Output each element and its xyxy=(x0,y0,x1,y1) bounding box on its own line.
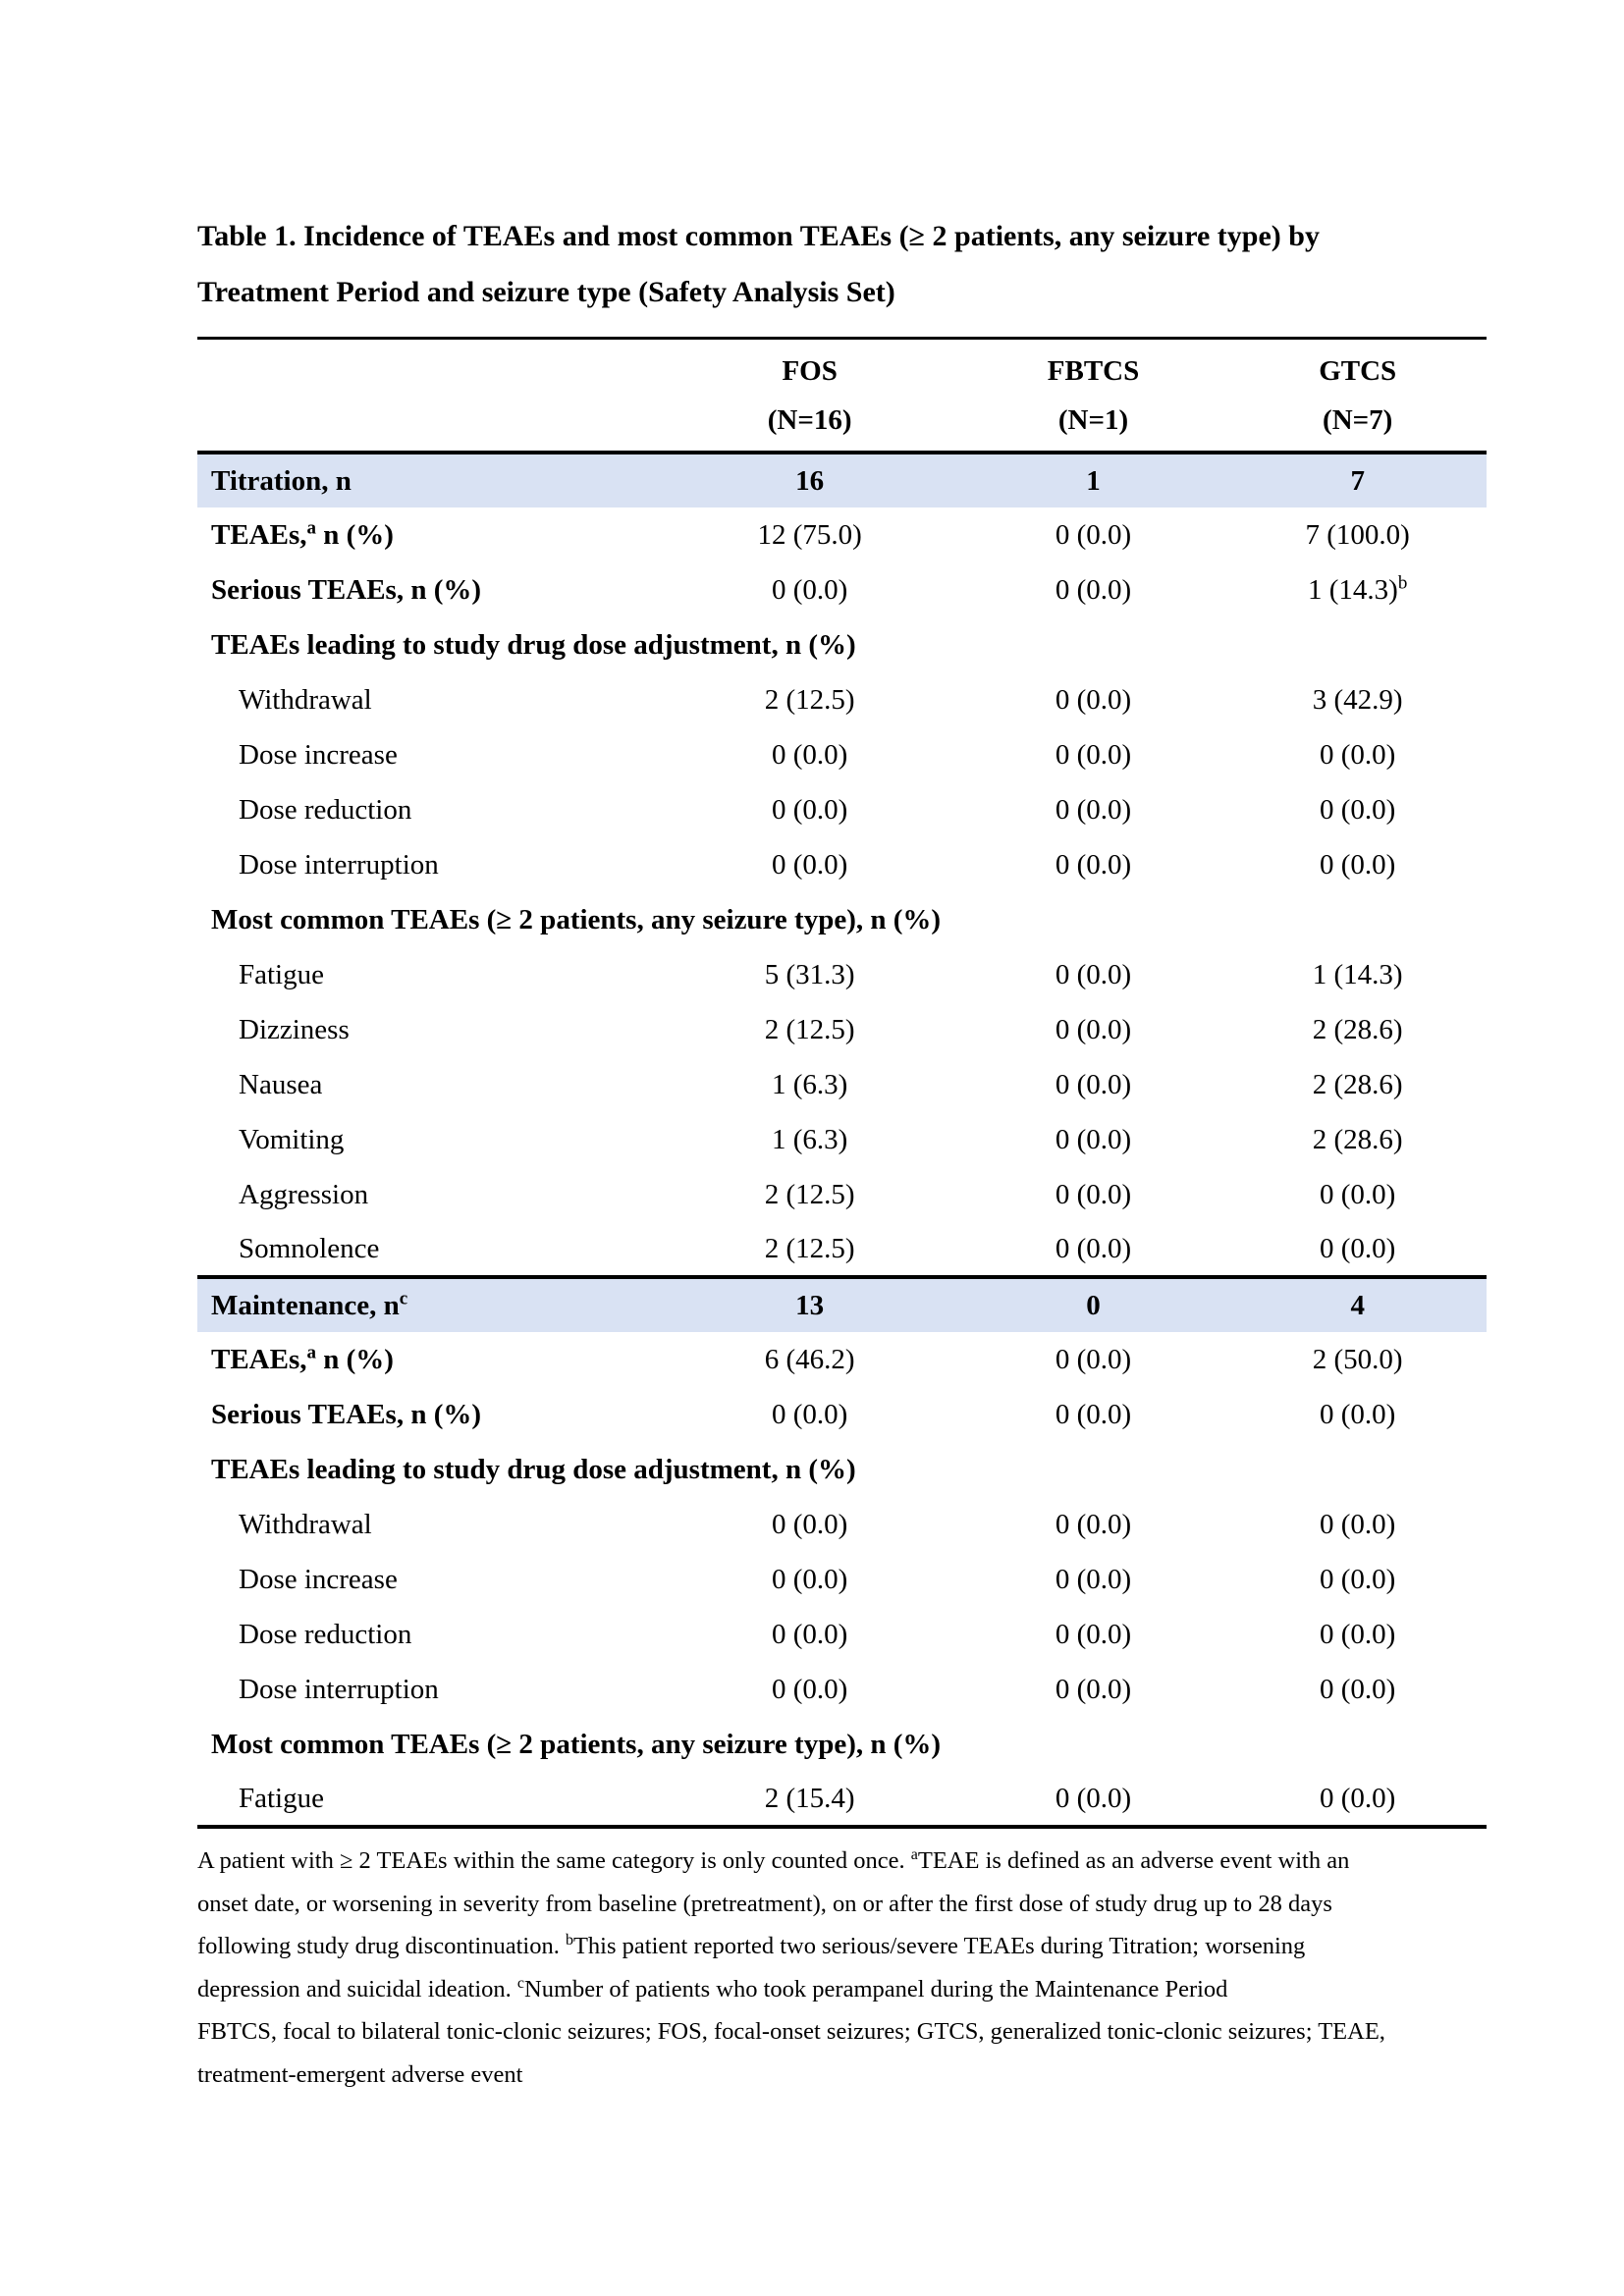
column-n-fos: (N=16) xyxy=(767,404,852,436)
row-label: Nausea xyxy=(239,1068,323,1100)
footnote-line xyxy=(197,2010,1487,2054)
row-label: Dose interruption xyxy=(239,848,439,881)
footnote-marker: a xyxy=(306,516,317,538)
cell-value: 0 (0.0) xyxy=(1055,1343,1132,1375)
cell-value: 0 (0.0) xyxy=(1055,1398,1132,1430)
footnote-marker: a xyxy=(306,1341,317,1362)
row-label: Fatigue xyxy=(239,1782,324,1814)
header-cell-fbtcs xyxy=(958,339,1229,454)
cell-value: 0 (0.0) xyxy=(1055,1782,1132,1814)
footnote-text: FBTCS, focal to bilateral tonic-clonic seizures; FOS, focal-onset seizures; GTCS, generalized tonic-clonic seizures; TEAE, xyxy=(197,2018,1385,2045)
cell-value: 1 (6.3) xyxy=(772,1123,848,1155)
column-n-gtcs: (N=7) xyxy=(1323,404,1393,436)
cell-value: 0 (0.0) xyxy=(1055,1563,1132,1595)
footnote-text: onset date, or worsening in severity from baseline (pretreatment), on or after the first dose of study drug up to 28 days xyxy=(197,1890,1332,1917)
cell-value: 0 (0.0) xyxy=(1320,793,1396,826)
footnote-marker: c xyxy=(516,1974,525,1992)
cell-value: 6 (46.2) xyxy=(764,1343,855,1375)
table-row xyxy=(197,782,1487,837)
table-row xyxy=(197,1332,1487,1387)
cell-value: 0 (0.0) xyxy=(1055,573,1132,606)
cell-value: 2 (28.6) xyxy=(1312,1068,1403,1100)
footnote-marker: b xyxy=(565,1931,573,1949)
footnote-marker: a xyxy=(910,1845,918,1863)
cell-value: 2 (12.5) xyxy=(764,1178,855,1210)
cell-value: 0 (0.0) xyxy=(1055,793,1132,826)
table-row xyxy=(197,1112,1487,1167)
table-body xyxy=(197,453,1487,1827)
table-row xyxy=(197,727,1487,782)
table-row xyxy=(197,672,1487,727)
cell-value: 0 (0.0) xyxy=(1320,848,1396,881)
cell-value: 2 (12.5) xyxy=(764,1232,855,1264)
cell-value: 2 (15.4) xyxy=(764,1782,855,1814)
column-label-fos: FOS xyxy=(782,355,838,387)
header-cell-fos xyxy=(662,339,958,454)
cell-value: 0 (0.0) xyxy=(1055,958,1132,990)
cell-value: 0 (0.0) xyxy=(1320,1563,1396,1595)
cell-value: 1 (14.3) xyxy=(1312,958,1403,990)
row-label: Somnolence xyxy=(239,1232,380,1264)
cell-value: 0 (0.0) xyxy=(1055,1618,1132,1650)
table-row xyxy=(197,1662,1487,1717)
teae-incidence-table xyxy=(197,337,1487,1829)
cell-value: 0 (0.0) xyxy=(772,738,848,771)
cell-value: 1 (6.3) xyxy=(772,1068,848,1100)
table-row xyxy=(197,1057,1487,1112)
cell-value: 0 (0.0) xyxy=(1320,1508,1396,1540)
row-label: TEAEs,$^a$ n (%) xyxy=(211,516,394,551)
cell-value: 2 (12.5) xyxy=(764,1013,855,1045)
footnote-text: A patient with ≥ 2 TEAEs within the same category is only counted once. xyxy=(197,1847,911,1874)
cell-value: 0 (0.0) xyxy=(772,1508,848,1540)
row-label: Dose interruption xyxy=(239,1673,439,1705)
cell-value: 0 (0.0) xyxy=(1055,1178,1132,1210)
cell-value: 0 (0.0) xyxy=(772,793,848,826)
footnote-line xyxy=(197,1968,1487,2011)
cell-value: 0 (0.0) xyxy=(1055,683,1132,716)
row-label: Serious TEAEs, n (%) xyxy=(211,1398,482,1430)
row-label: Serious TEAEs, n (%) xyxy=(211,573,482,606)
cell-value: 0 (0.0) xyxy=(1320,1673,1396,1705)
table-row xyxy=(197,1167,1487,1222)
row-label: Vomiting xyxy=(239,1123,345,1155)
table-row xyxy=(197,1552,1487,1607)
table-title xyxy=(197,208,1487,320)
table-row xyxy=(197,507,1487,562)
cell-value: 0 (0.0) xyxy=(1055,1123,1132,1155)
cell-value: 5 (31.3) xyxy=(764,958,855,990)
cell-value: 0 (0.0) xyxy=(1055,1232,1132,1264)
row-label: Dose reduction xyxy=(239,793,412,826)
section-header-row xyxy=(197,1717,1487,1772)
table-row xyxy=(197,1607,1487,1662)
cell-value: 1 $(14.3)^b$ xyxy=(1308,571,1408,606)
cell-value: 0 (0.0) xyxy=(1055,1508,1132,1540)
footnote-text: TEAE is defined as an adverse event with an xyxy=(917,1847,1350,1874)
cell-value: 0 (0.0) xyxy=(1055,738,1132,771)
cell-value: 13 xyxy=(795,1289,825,1321)
table-row xyxy=(197,837,1487,892)
cell-value: 0 (0.0) xyxy=(772,573,848,606)
row-label: TEAEs leading to study drug dose adjustment, n (%) xyxy=(211,628,856,661)
section-header-row xyxy=(197,892,1487,947)
column-n-fbtcs: (N=1) xyxy=(1057,404,1129,436)
cell-value: 0 (0.0) xyxy=(1055,1068,1132,1100)
header-row xyxy=(197,339,1487,454)
cell-value: 0 xyxy=(1086,1289,1101,1321)
table-row xyxy=(197,1222,1487,1277)
table-row xyxy=(197,1387,1487,1442)
table-row xyxy=(197,947,1487,1002)
row-label: Maintenance, $n^c$ xyxy=(211,1287,408,1321)
footnotes xyxy=(197,1840,1487,2096)
footnote-text: depression and suicidal ideation. xyxy=(197,1975,517,2002)
cell-value: 0 (0.0) xyxy=(772,1673,848,1705)
table-row xyxy=(197,1002,1487,1057)
cell-value: 2 (50.0) xyxy=(1312,1343,1403,1375)
cell-value: 0 (0.0) xyxy=(1320,1398,1396,1430)
column-label-gtcs: GTCS xyxy=(1319,355,1397,387)
row-label: TEAEs,$^a$ n (%) xyxy=(211,1341,394,1375)
cell-value: 4 xyxy=(1350,1289,1365,1321)
table-row xyxy=(197,1277,1487,1332)
row-label: Most common TEAEs (≥ 2 patients, any seizure type), n (%) xyxy=(211,1728,942,1760)
cell-value: 2 (28.6) xyxy=(1312,1123,1403,1155)
cell-value: 16 xyxy=(795,464,825,497)
table-title-line-1: Table 1. Incidence of TEAEs and most common TEAEs (≥ 2 patients, any seizure type) by xyxy=(197,220,1320,252)
cell-value: 0 (0.0) xyxy=(772,1563,848,1595)
header-cell-empty xyxy=(197,339,662,454)
row-label: Dizziness xyxy=(239,1013,350,1045)
row-label: Dose reduction xyxy=(239,1618,412,1650)
row-label: Titration, n xyxy=(211,464,352,497)
footnote-text: Number of patients who took perampanel during the Maintenance Period xyxy=(524,1975,1228,2002)
row-label: Most common TEAEs (≥ 2 patients, any seizure type), n (%) xyxy=(211,903,942,935)
cell-value: 12 (75.0) xyxy=(757,518,862,551)
cell-value: 7 xyxy=(1350,464,1365,497)
footnote-line xyxy=(197,2054,1487,2097)
table-title-line-2: Treatment Period and seizure type (Safety Analysis Set) xyxy=(197,276,895,308)
footnote-line xyxy=(197,1883,1487,1926)
column-label-fbtcs: FBTCS xyxy=(1047,355,1140,387)
row-label: Fatigue xyxy=(239,958,324,990)
section-header-row xyxy=(197,617,1487,672)
cell-value: 0 (0.0) xyxy=(1320,1232,1396,1264)
cell-value: 0 (0.0) xyxy=(1320,738,1396,771)
page-content xyxy=(197,208,1487,2096)
cell-value: 0 (0.0) xyxy=(1320,1618,1396,1650)
footnote-text: treatment-emergent adverse event xyxy=(197,2060,523,2088)
table-row xyxy=(197,453,1487,507)
row-label: Withdrawal xyxy=(239,683,372,716)
cell-value: 0 (0.0) xyxy=(1055,518,1132,551)
footnote-marker: c xyxy=(399,1287,408,1308)
cell-value: 3 (42.9) xyxy=(1312,683,1403,716)
footnote-marker: b xyxy=(1397,571,1408,593)
cell-value: 0 (0.0) xyxy=(1320,1178,1396,1210)
cell-value: 0 (0.0) xyxy=(772,848,848,881)
cell-value: 0 (0.0) xyxy=(1055,1673,1132,1705)
cell-value: 2 (28.6) xyxy=(1312,1013,1403,1045)
footnote-text: This patient reported two serious/severe TEAEs during Titration; worsening xyxy=(572,1933,1306,1959)
row-label: Dose increase xyxy=(239,1563,398,1595)
cell-value: 0 (0.0) xyxy=(1055,848,1132,881)
row-label: Aggression xyxy=(239,1178,369,1210)
cell-value: 0 (0.0) xyxy=(1320,1782,1396,1814)
cell-value: 0 (0.0) xyxy=(772,1618,848,1650)
table-row xyxy=(197,1497,1487,1552)
cell-value: 1 xyxy=(1086,464,1101,497)
row-label: Dose increase xyxy=(239,738,398,771)
cell-value: 0 (0.0) xyxy=(772,1398,848,1430)
section-header-row xyxy=(197,1442,1487,1497)
table-row xyxy=(197,1772,1487,1827)
row-label: Withdrawal xyxy=(239,1508,372,1540)
footnote-text: following study drug discontinuation. xyxy=(197,1933,566,1959)
footnote-line xyxy=(197,1840,1487,1883)
table-row xyxy=(197,562,1487,617)
row-label: TEAEs leading to study drug dose adjustment, n (%) xyxy=(211,1453,856,1485)
table-header xyxy=(197,339,1487,454)
cell-value: 7 (100.0) xyxy=(1305,518,1410,551)
header-cell-gtcs xyxy=(1228,339,1487,454)
footnote-line xyxy=(197,1925,1487,1968)
cell-value: 0 (0.0) xyxy=(1055,1013,1132,1045)
cell-value: 2 (12.5) xyxy=(764,683,855,716)
